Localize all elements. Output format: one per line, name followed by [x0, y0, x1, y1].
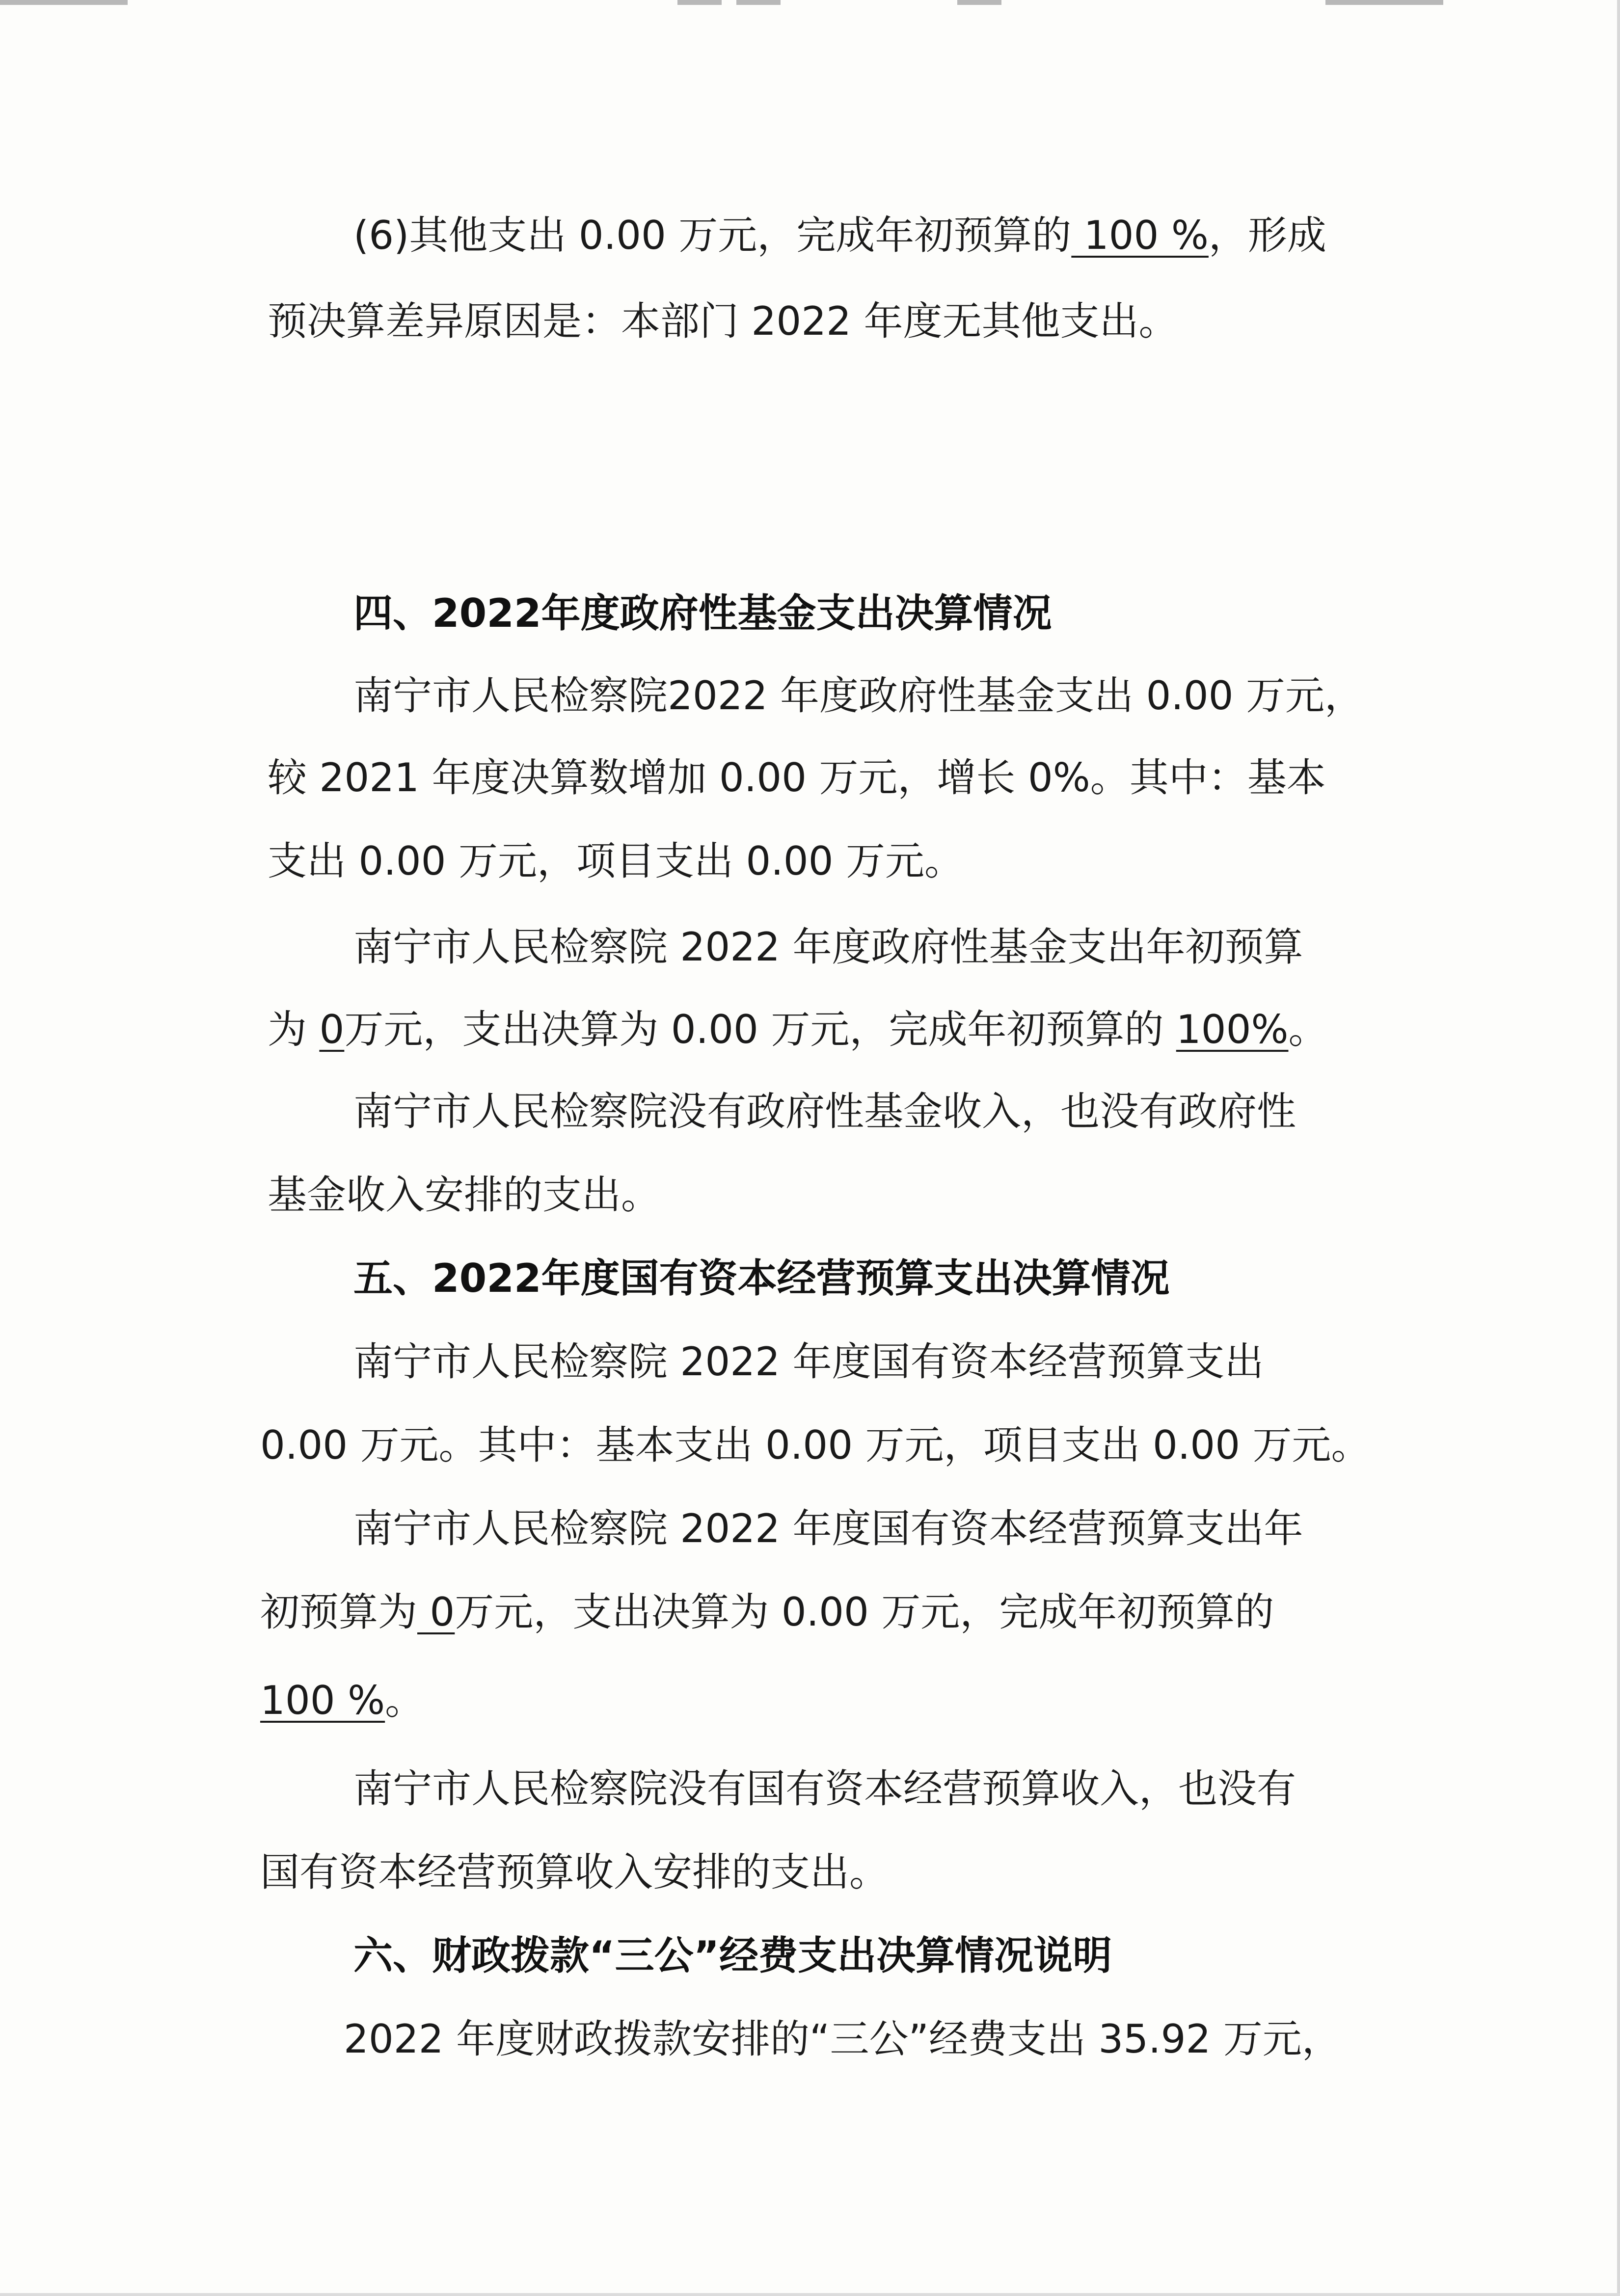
paragraph-line: 南宁市人民检察院 2022 年度国有资本经营预算支出年: [353, 1506, 1303, 1551]
paragraph-line: 2022 年度财政拨款安排的“三公”经费支出 35.92 万元，: [344, 2016, 1341, 2062]
paragraph-line: 南宁市人民检察院2022 年度政府性基金支出 0.00 万元，: [353, 673, 1364, 719]
underlined-budget-amount: 0: [417, 1589, 455, 1635]
text-run: 为: [268, 1007, 320, 1052]
scan-right-edge: [1617, 0, 1620, 2296]
underlined-percentage: 100 %: [260, 1678, 385, 1723]
paragraph-line: [353, 211, 1326, 260]
paragraph-line: 基金收入安排的支出。: [268, 1172, 660, 1218]
paragraph-line: 南宁市人民检察院 2022 年度国有资本经营预算支出: [353, 1339, 1264, 1385]
top-scan-mark: [1325, 0, 1443, 5]
text-run: 初预算为: [260, 1589, 417, 1635]
paragraph-line: 南宁市人民检察院没有政府性基金收入，也没有政府性: [353, 1089, 1296, 1134]
paragraph-line: 南宁市人民检察院 2022 年度政府性基金支出年初预算: [353, 924, 1303, 970]
paragraph-line: 0.00 万元。其中：基本支出 0.00 万元，项目支出 0.00 万元。: [260, 1422, 1371, 1468]
text-run: 万元，支出决算为 0.00 万元，完成年初预算的: [344, 1007, 1176, 1052]
text-run: (6)其他支出 0.00 万元，完成年初预算的: [353, 213, 1072, 258]
scan-bottom-edge: [0, 2293, 1620, 2296]
underlined-percentage: 100%: [1176, 1007, 1289, 1052]
underlined-budget-amount: 0: [319, 1007, 345, 1052]
section-heading: 五、2022年度国有资本经营预算支出决算情况: [353, 1255, 1170, 1301]
top-scan-mark: [677, 0, 722, 5]
top-scan-mark: [0, 0, 128, 5]
text-run: 。: [385, 1678, 425, 1723]
top-scan-mark: [957, 0, 1001, 5]
paragraph-line: [260, 1588, 1274, 1637]
text-run: 万元，支出决算为 0.00 万元，完成年初预算的: [455, 1589, 1274, 1635]
paragraph-line: [260, 1676, 424, 1725]
paragraph-line: 较 2021 年度决算数增加 0.00 万元，增长 0%。其中：基本: [268, 755, 1326, 801]
text-run: 。: [1288, 1007, 1328, 1052]
text-run: ，形成: [1208, 213, 1326, 258]
paragraph-line: 国有资本经营预算收入安排的支出。: [260, 1849, 889, 1895]
paragraph-line: [268, 1005, 1327, 1054]
top-scan-mark: [736, 0, 781, 5]
section-heading: 六、财政拨款“三公”经费支出决算情况说明: [353, 1933, 1112, 1978]
section-heading: 四、2022年度政府性基金支出决算情况: [353, 590, 1052, 636]
paragraph-line: 南宁市人民检察院没有国有资本经营预算收入，也没有: [353, 1766, 1296, 1812]
paragraph-line: 预决算差异原因是：本部门 2022 年度无其他支出。: [268, 298, 1178, 344]
underlined-percentage: 100 %: [1071, 213, 1209, 258]
paragraph-line: 支出 0.00 万元，项目支出 0.00 万元。: [268, 838, 964, 884]
